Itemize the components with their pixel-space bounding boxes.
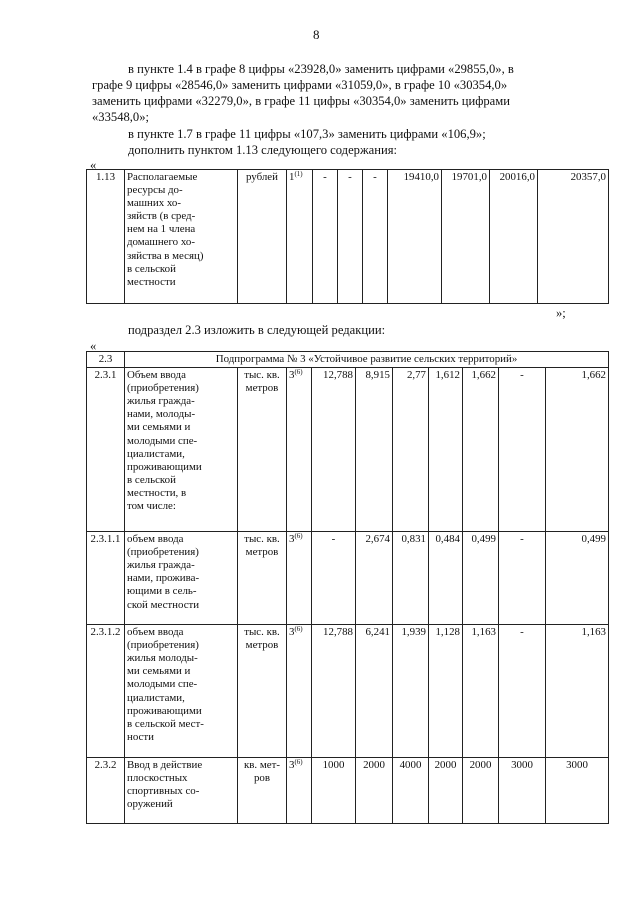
table-header-row (87, 352, 609, 368)
value-cell: 2000 (356, 758, 393, 824)
value-cell: 1,662 (546, 368, 609, 532)
value-cell: - (499, 532, 546, 625)
value-cell: 0,484 (429, 532, 463, 625)
row-number: 2.3.1.2 (87, 625, 125, 758)
paragraph-line: подраздел 2.3 изложить в следующей редакции: (128, 323, 386, 337)
close-quote: »; (556, 306, 566, 320)
value-cell: 19701,0 (442, 170, 490, 304)
unit: тыс. кв. метров (238, 368, 287, 532)
unit: тыс. кв. метров (238, 532, 287, 625)
value-cell: 8,915 (356, 368, 393, 532)
value-cell: 1000 (312, 758, 356, 824)
value-cell: 2000 (463, 758, 499, 824)
value-cell: 2,674 (356, 532, 393, 625)
table-row (87, 625, 609, 758)
value-cell: - (313, 170, 338, 304)
table-row (87, 170, 609, 304)
row-number: 2.3.1.1 (87, 532, 125, 625)
indicator-name: объем ввода (приобретения) жилья гражда- нами, прожива- ющими в сель- ской местности (125, 532, 238, 625)
value-cell: 1,939 (393, 625, 429, 758)
source-ref: 3$^{(6)}$ (287, 758, 312, 824)
source-ref: 3$^{(6)}$ (287, 625, 312, 758)
paragraph-line: графе 9 цифры «28546,0» заменить цифрами «31059,0», в графе 10 «30354,0» (92, 78, 508, 92)
value-cell: 12,788 (312, 368, 356, 532)
value-cell: - (363, 170, 388, 304)
page-number: 8 (313, 27, 320, 42)
row-number: 2.3.1 (87, 368, 125, 532)
value-cell: 6,241 (356, 625, 393, 758)
source-ref: 1$^{(1)}$ (287, 170, 313, 304)
table-item-1-13 (86, 169, 609, 304)
paragraph-line: дополнить пунктом 1.13 следующего содержания: (128, 143, 398, 157)
value-cell: 20357,0 (538, 170, 609, 304)
value-cell: - (499, 625, 546, 758)
table-row (87, 368, 609, 532)
row-number: 1.13 (87, 170, 125, 304)
section-number: 2.3 (87, 352, 125, 368)
value-cell: 0,499 (463, 532, 499, 625)
unit: кв. мет- ров (238, 758, 287, 824)
table-row (87, 532, 609, 625)
source-ref: 3$^{(6)}$ (287, 532, 312, 625)
paragraph-line: в пункте 1.4 в графе 8 цифры «23928,0» заменить цифрами «29855,0», в (128, 62, 514, 76)
row-number: 2.3.2 (87, 758, 125, 824)
indicator-name: Располагаемые ресурсы до- машних хо- зяйств (в сред- нем на 1 члена домашнего хо- зяйства в месяц) в сельской местности (125, 170, 238, 304)
unit: тыс. кв. метров (238, 625, 287, 758)
value-cell: 1,128 (429, 625, 463, 758)
value-cell: 1,163 (463, 625, 499, 758)
open-quote: « (90, 339, 97, 353)
value-cell: 2000 (429, 758, 463, 824)
value-cell: 0,831 (393, 532, 429, 625)
value-cell: - (499, 368, 546, 532)
unit: рублей (238, 170, 287, 304)
table-row (87, 758, 609, 824)
value-cell: 19410,0 (388, 170, 442, 304)
value-cell: 3000 (546, 758, 609, 824)
open-quote: « (90, 158, 97, 172)
indicator-name: Ввод в действие плоскостных спортивных со- оружений (125, 758, 238, 824)
value-cell: 12,788 (312, 625, 356, 758)
value-cell: 1,163 (546, 625, 609, 758)
table-subsection-2-3 (86, 351, 609, 824)
value-cell: - (338, 170, 363, 304)
paragraph-line: заменить цифрами «32279,0», в графе 11 цифры «30354,0» заменить цифрами (92, 94, 510, 108)
paragraph-line: «33548,0»; (92, 110, 150, 124)
indicator-name: Объем ввода (приобретения) жилья гражда- нами, молоды- ми семьями и молодыми спе- циалистами, проживающими в сельской местности, в том числе: (125, 368, 238, 532)
value-cell: 1,662 (463, 368, 499, 532)
indicator-name: объем ввода (приобретения) жилья молоды- ми семьями и молодыми спе- циалистами, проживающими в сельской мест- ности (125, 625, 238, 758)
value-cell: 20016,0 (490, 170, 538, 304)
value-cell: 4000 (393, 758, 429, 824)
value-cell: 2,77 (393, 368, 429, 532)
value-cell: 1,612 (429, 368, 463, 532)
value-cell: 3000 (499, 758, 546, 824)
subprogram-title: Подпрограмма № 3 «Устойчивое развитие сельских территорий» (125, 352, 609, 368)
value-cell: 0,499 (546, 532, 609, 625)
source-ref: 3$^{(6)}$ (287, 368, 312, 532)
paragraph-line: в пункте 1.7 в графе 11 цифры «107,3» заменить цифрами «106,9»; (128, 127, 486, 141)
value-cell: - (312, 532, 356, 625)
